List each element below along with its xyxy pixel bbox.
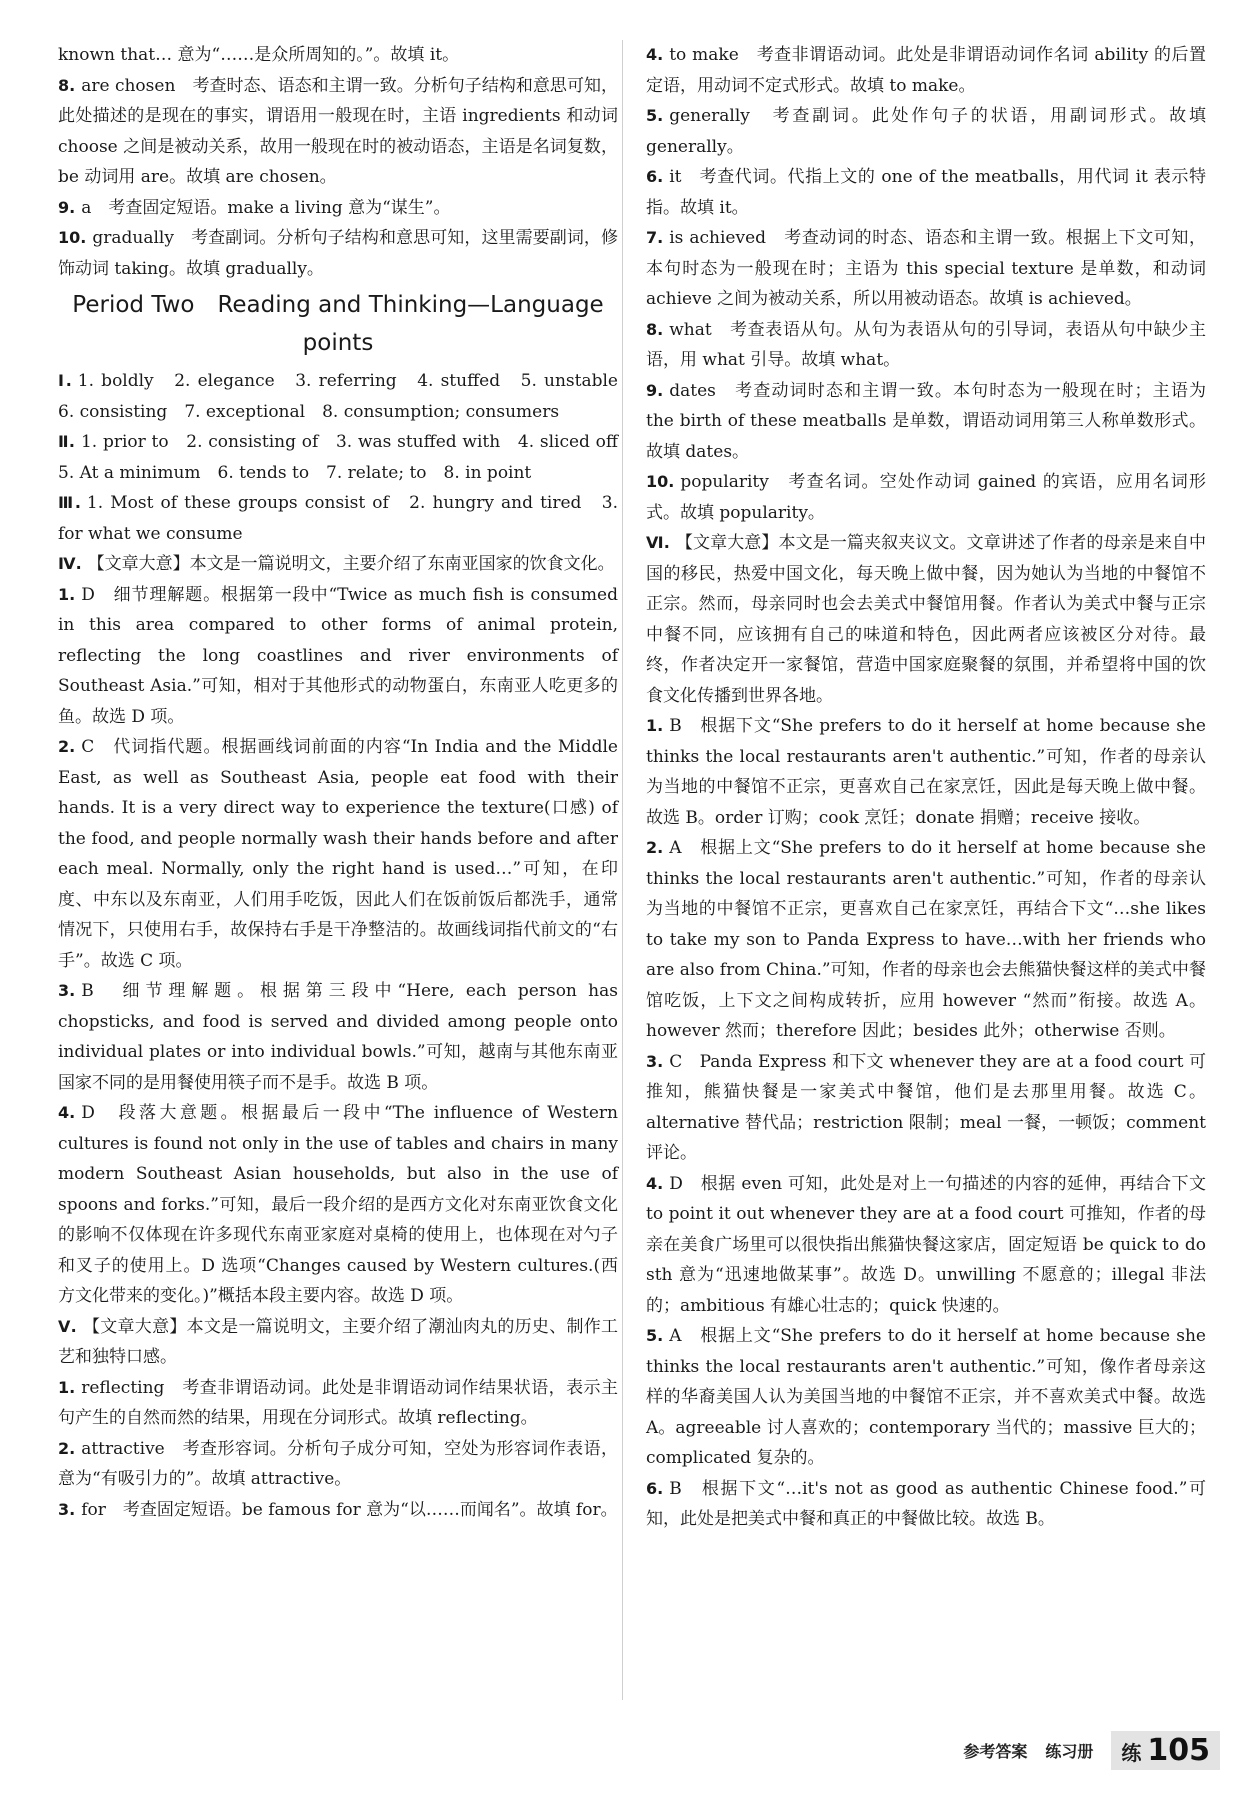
item-text: generally 考查副词。此处作句子的状语，用副词形式。故填 generally。 — [646, 106, 1206, 157]
item-text: C 代词指代题。根据画线词前面的内容“In India and the Middle East, as well as Southeast Asia, people eat food with their hands. It is a very direct way to experience the texture(口感) of the food, and people normally wash their hands before and after each meal. Normally, only the right hand is used…”可知，在印度、中东以及东南亚，人们用手吃饭，因此人们在饭前饭后都洗手，通常情况下，只使用右手，故保持右手是干净整洁的。故画线词指代前文的“右手”。故选 C 项。 — [58, 737, 618, 971]
answer-item — [58, 1312, 618, 1373]
item-text: dates 考查动词时态和主谓一致。本句时态为一般现在时；主语为 the birth of these meatballs 是单数，谓语动词用第三人称单数形式。故填 dates。 — [646, 380, 1206, 462]
answer-item — [58, 223, 618, 284]
answer-item — [646, 1474, 1206, 1535]
item-number: Ⅳ. — [58, 554, 82, 573]
item-number: 2. — [58, 1438, 76, 1458]
item-text: A 根据上文“She prefers to do it herself at home because she thinks the local restaurants aren't authentic.”可知，像作者母亲这样的华裔美国人认为美国当地的中餐馆不正宗，并不喜欢美式中餐。故选 A。agreeable 讨人喜欢的；contemporary 当代的；massive 巨大的；complicated 复杂的。 — [646, 1326, 1206, 1468]
item-text: 【文章大意】本文是一篇说明文，主要介绍了东南亚国家的饮食文化。 — [87, 554, 615, 574]
item-number: Ⅵ. — [646, 533, 670, 552]
answer-item — [646, 1321, 1206, 1474]
item-number: 8. — [58, 75, 76, 95]
item-number: 1. — [646, 716, 664, 735]
answer-item — [58, 1373, 618, 1434]
answer-item — [58, 1098, 618, 1312]
answer-item — [58, 549, 618, 580]
item-number: Ⅲ. — [58, 493, 81, 512]
column-divider — [622, 40, 623, 1700]
item-number: 5. — [646, 1326, 664, 1345]
item-text: C Panda Express 和下文 whenever they are at a food court 可推知，熊猫快餐是一家美式中餐馆，他们是去那里用餐。故选 C。alternative 替代品；restriction 限制；meal 一餐，一顿饭；comment 评论。 — [646, 1051, 1206, 1163]
section-heading: Period Two Reading and Thinking—Language points — [72, 292, 604, 356]
item-text: A 根据上文“She prefers to do it herself at home because she thinks the local restaurants aren't authentic.”可知，作者的母亲认为当地的中餐馆不正宗，更喜欢自己在家烹饪，再结合下文“…she likes to take my son to Panda Express to have…with her friends who are also from China.”可知，作者的母亲也会去熊猫快餐这样的美式中餐馆吃饭，上下文之间构成转折，应用 however “然而”衔接。故选 A。however 然而；therefore 因此；besides 此外；otherwise 否则。 — [646, 838, 1206, 1041]
answer-item — [58, 580, 618, 733]
answer-item — [58, 732, 618, 976]
item-text: 【文章大意】本文是一篇夹叙夹议文。文章讲述了作者的母亲是来自中国的移民，热爱中国文化，每天晚上做中餐，因为她认为当地的中餐馆不正宗。然而，母亲同时也会去美式中餐馆用餐。作者认为美式中餐与正宗中餐不同，应该拥有自己的味道和特色，因此两者应该被区分对待。最终，作者决定开一家餐馆，营造中国家庭聚餐的氛围，并希望将中国的饮食文化传播到世界各地。 — [646, 533, 1207, 706]
answer-item — [646, 40, 1206, 101]
item-text: reflecting 考查非谓语动词。此处是非谓语动词作结果状语，表示主句产生的自然而然的结果，用现在分词形式。故填 reflecting。 — [58, 1377, 618, 1428]
item-text: D 根据 even 可知，此处是对上一句描述的内容的延伸，再结合下文 to point it out whenever they are at a food court 可推知，作者的母亲在美食广场里可以很快指出熊猫快餐这家店，固定短语 be quick to do sth 意为“迅速地做某事”。故选 D。unwilling 不愿意的；illegal 非法的；ambitious 有雄心壮志的；quick 快速的。 — [646, 1173, 1206, 1316]
answer-item — [646, 101, 1206, 162]
item-text: for 考查固定短语。be famous for 意为“以……而闻名”。故填 for。 — [81, 1499, 618, 1520]
footer-tag: 练 — [1121, 1740, 1142, 1765]
item-number: 3. — [646, 1051, 664, 1071]
item-text: B 细节理解题。根据第三段中“Here, each person has chopsticks, and food is served and divided among people onto individual plates or into individual bowls.”可知，越南与其他东南亚国家不同的是用餐使用筷子而不是手。故选 B 项。 — [58, 981, 618, 1093]
footer-label: 参考答案 — [963, 1741, 1028, 1761]
item-text: D 段落大意题。根据最后一段中“The influence of Western cultures is found not only in the use of tables and chairs in many modern Southeast Asian households, but also in the use of spoons and forks.”可知，最后一段介绍的是西方文化对东南亚饮食文化的影响不仅体现在许多现代东南亚家庭对桌椅的使用上，也体现在对勺子和叉子的使用上。D 选项“Changes caused by Western cultures.(西方文化带来的变化。)”概括本段主要内容。故选 D 项。 — [58, 1103, 618, 1306]
item-text: D 细节理解题。根据第一段中“Twice as much fish is consumed in this area compared to other forms of animal protein, reflecting the long coastlines and river environments of Southeast Asia.”可知，相对于其他形式的动物蛋白，东南亚人吃更多的鱼。故选 D 项。 — [58, 584, 618, 727]
item-text: 【文章大意】本文是一篇说明文，主要介绍了潮汕肉丸的历史、制作工艺和独特口感。 — [58, 1316, 618, 1367]
answer-item — [58, 40, 618, 71]
answer-item — [646, 223, 1206, 315]
item-text: known that… 意为“……是众所周知的。”。故填 it。 — [58, 45, 460, 65]
page-number-box — [1111, 1731, 1220, 1770]
item-number: 10. — [58, 228, 87, 247]
answer-item — [646, 467, 1206, 528]
answer-item — [646, 528, 1206, 711]
item-number: 3. — [58, 1499, 76, 1519]
right-column — [646, 40, 1206, 1535]
item-text: to make 考查非谓语动词。此处是非谓语动词作名词 ability 的后置定语，用动词不定式形式。故填 to make。 — [646, 45, 1206, 96]
footer-book: 练习册 — [1045, 1741, 1094, 1761]
item-number: 1. — [58, 584, 76, 604]
item-number: 4. — [646, 1173, 664, 1193]
answer-item — [58, 427, 635, 488]
item-text: a 考查固定短语。make a living 意为“谋生”。 — [81, 197, 451, 218]
item-text: B 根据下文“She prefers to do it herself at home because she thinks the local restaurants aren't authentic.”可知，作者的母亲认为当地的中餐馆不正宗，更喜欢自己在家烹饪，因此是每天晚上做中餐。故选 B。order 订购；cook 烹饪；donate 捐赠；receive 接收。 — [646, 716, 1206, 828]
answer-item — [646, 711, 1206, 833]
item-text: attractive 考查形容词。分析句子成分可知，空处为形容词作表语，意为“有吸引力的”。故填 attractive。 — [58, 1438, 618, 1489]
page-footer — [963, 1730, 1220, 1770]
left-column — [58, 40, 635, 1525]
item-number: 7. — [646, 228, 664, 247]
item-number: 9. — [646, 380, 664, 400]
item-number: 2. — [646, 838, 664, 857]
item-text: 1. boldly 2. elegance 3. referring 4. stuffed 5. unstable 6. consisting 7. exceptional 8. consumption; consumers — [58, 371, 635, 422]
answer-item — [646, 162, 1206, 223]
item-number: Ⅰ. — [58, 371, 72, 390]
item-number: Ⅱ. — [58, 432, 75, 451]
answer-item — [58, 488, 618, 549]
answer-item — [646, 1047, 1206, 1169]
answer-item — [58, 1434, 618, 1495]
item-text: 1. Most of these groups consist of 2. hungry and tired 3. for what we consume — [58, 493, 619, 544]
item-number: 6. — [646, 1478, 664, 1498]
item-number: 6. — [646, 167, 664, 186]
item-text: it 考查代词。代指上文的 one of the meatballs，用代词 it 表示特指。故填 it。 — [646, 167, 1206, 218]
answer-item — [58, 71, 618, 193]
answer-item — [646, 833, 1206, 1047]
item-text: popularity 考查名词。空处作动词 gained 的宾语，应用名词形式。故填 popularity。 — [646, 472, 1206, 523]
item-number: Ⅴ. — [58, 1316, 77, 1336]
item-text: are chosen 考查时态、语态和主谓一致。分析句子结构和意思可知，此处描述的是现在的事实，谓语用一般现在时，主语 ingredients 和动词 choose 之间是被动关系，故用一般现在时的被动语态，主语是名词复数，be 动词用 are。故填 are chosen。 — [58, 75, 618, 187]
item-text: B 根据下文“…it's not as good as authentic Chinese food.”可知，此处是把美式中餐和真正的中餐做比较。故选 B。 — [646, 1478, 1206, 1529]
answer-item — [646, 1169, 1206, 1322]
answer-item — [58, 366, 635, 427]
item-text: what 考查表语从句。从句为表语从句的引导词，表语从句中缺少主语，用 what 引导。故填 what。 — [646, 319, 1206, 370]
answer-item — [646, 376, 1206, 468]
item-text: is achieved 考查动词的时态、语态和主谓一致。根据上下文可知，本句时态为一般现在时；主语为 this special texture 是单数，和动词 achieve 之间为被动关系，所以用被动语态。故填 is achieved。 — [646, 228, 1206, 309]
item-text: gradually 考查副词。分析句子结构和意思可知，这里需要副词，修饰动词 taking。故填 gradually。 — [58, 228, 618, 279]
item-text: 1. prior to 2. consisting of 3. was stuffed with 4. sliced off 5. At a minimum 6. tends to 7. relate; to 8. in point — [58, 432, 635, 483]
page-number: 105 — [1147, 1732, 1210, 1768]
item-number: 5. — [646, 106, 664, 125]
item-number: 3. — [58, 981, 76, 1000]
answer-item — [58, 976, 618, 1098]
item-number: 9. — [58, 197, 76, 217]
item-number: 4. — [58, 1103, 76, 1122]
answer-item — [58, 1495, 618, 1526]
item-number: 1. — [58, 1377, 76, 1397]
item-number: 2. — [58, 737, 76, 756]
item-number: 8. — [646, 319, 664, 339]
answer-item — [646, 315, 1206, 376]
answer-item — [58, 193, 618, 224]
item-number: 10. — [646, 472, 675, 491]
item-number: 4. — [646, 45, 664, 64]
